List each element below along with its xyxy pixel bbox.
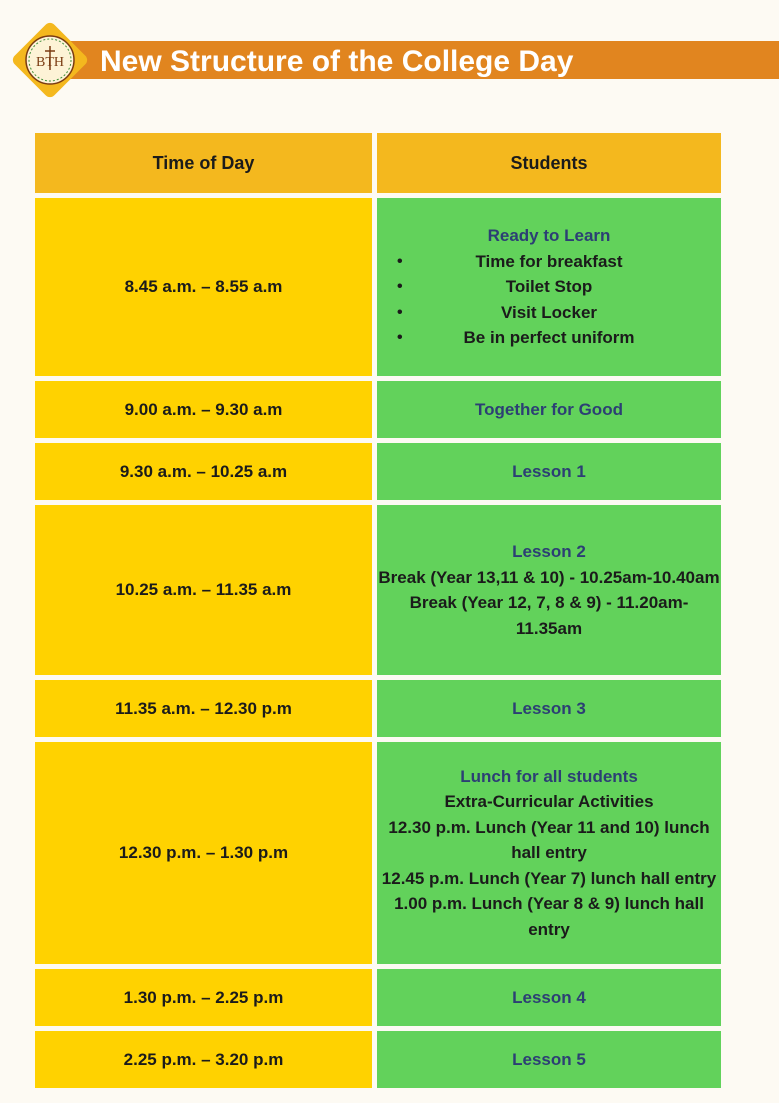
page-title: New Structure of the College Day (100, 45, 574, 78)
logo-text: BTH (36, 55, 64, 70)
table-row (35, 1031, 721, 1088)
column-header-time: Time of Day (35, 133, 372, 193)
row-line: 1.00 p.m. Lunch (Year 8 & 9) lunch hall entry (394, 894, 704, 939)
time-cell: 12.30 p.m. – 1.30 p.m (35, 742, 372, 964)
table-row (35, 680, 721, 737)
row-heading: Lesson 3 (512, 698, 586, 718)
row-line: Break (Year 13,11 & 10) - 10.25am-10.40am (378, 567, 720, 587)
students-cell (377, 505, 721, 675)
college-logo (8, 18, 92, 102)
table-row (35, 969, 721, 1026)
time-cell: 10.25 a.m. – 11.35 a.m (35, 505, 372, 675)
students-cell (377, 680, 721, 737)
row-line: 12.45 p.m. Lunch (Year 7) lunch hall entry (381, 868, 717, 888)
table-row (35, 742, 721, 964)
list-item: • Time for breakfast (397, 251, 623, 271)
list-item: • Toilet Stop (397, 277, 593, 297)
table-row (35, 443, 721, 500)
row-line: Extra-Curricular Activities (444, 792, 654, 812)
list-item: • Visit Locker (397, 302, 598, 322)
row-heading: Ready to Learn (487, 226, 611, 246)
row-heading: Lesson 1 (512, 461, 586, 481)
row-heading: Lunch for all students (460, 766, 638, 786)
row-heading: Lesson 5 (512, 1049, 586, 1069)
table-row (35, 505, 721, 675)
time-cell: 9.00 a.m. – 9.30 a.m (35, 381, 372, 438)
students-cell (377, 443, 721, 500)
students-cell (377, 969, 721, 1026)
time-cell: 9.30 a.m. – 10.25 a.m (35, 443, 372, 500)
time-cell: 1.30 p.m. – 2.25 p.m (35, 969, 372, 1026)
column-header-students: Students (377, 133, 721, 193)
students-cell (377, 381, 721, 438)
time-cell: 2.25 p.m. – 3.20 p.m (35, 1031, 372, 1088)
students-cell (377, 198, 721, 376)
row-heading: Lesson 2 (512, 542, 586, 561)
row-line: 12.30 p.m. Lunch (Year 11 and 10) lunch hall entry (388, 817, 710, 863)
time-cell: 8.45 a.m. – 8.55 a.m (35, 198, 372, 376)
time-cell: 11.35 a.m. – 12.30 p.m (35, 680, 372, 737)
row-heading: Lesson 4 (512, 987, 586, 1007)
table-row (35, 198, 721, 376)
table-row (35, 381, 721, 438)
list-item: • Be in perfect uniform (397, 328, 635, 348)
row-line: Break (Year 12, 7, 8 & 9) - 11.20am-11.35am (409, 593, 689, 638)
row-heading: Together for Good (475, 399, 623, 419)
schedule-table (30, 128, 726, 1093)
students-cell (377, 742, 721, 964)
bullet-list (377, 249, 721, 351)
students-cell (377, 1031, 721, 1088)
